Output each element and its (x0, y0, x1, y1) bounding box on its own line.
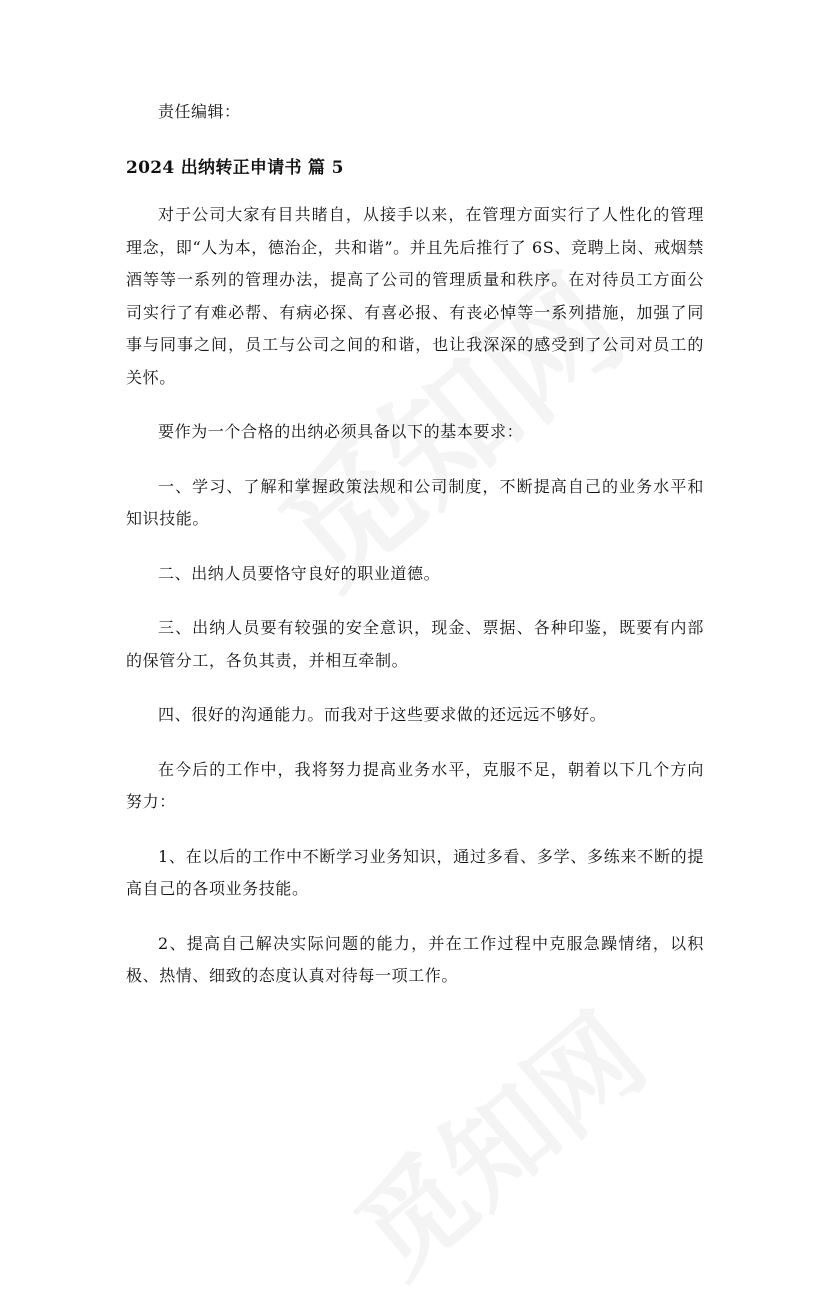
paragraph-goal-1: 1、在以后的工作中不断学习业务知识，通过多看、多学、多练来不断的提高自己的各项业务技能。 (126, 846, 704, 898)
paragraph-requirement-4: 四、很好的沟通能力。而我对于这些要求做的还远远不够好。 (158, 705, 607, 724)
paragraph-requirement-1: 一、学习、了解和掌握政策法规和公司制度，不断提高自己的业务水平和知识技能。 (126, 476, 704, 528)
paragraph-future-lead: 在今后的工作中，我将努力提高业务水平，克服不足，朝着以下几个方向努力： (126, 759, 704, 811)
paragraph-goal-2: 2、提高自己解决实际问题的能力，并在工作过程中克服急躁情绪，以积极、热情、细致的态度认真对待每一项工作。 (126, 933, 704, 985)
paragraph-requirement-3: 三、出纳人员要有较强的安全意识，现金、票据、各种印鉴，既要有内部的保管分工，各负其责，并相互牵制。 (126, 618, 704, 670)
paragraph-intro: 对于公司大家有目共睹自，从接手以来，在管理方面实行了人性化的管理理念，即“人为本，德治企，共和谐”。并且先后推行了 6S、竞聘上岗、戒烟禁酒等等一系列的管理办法，提高了公司的管理质量和秩序。在对待员工方面公司实行了有难必帮、有病必探、有喜必报、有丧必悼等一系列措施，加强了同事与同事之间，员工与公司之间的和谐，也让我深深的感受到了公司对员工的关怀。 (126, 205, 704, 387)
paragraph-requirement-2: 二、出纳人员要恪守良好的职业道德。 (158, 563, 441, 583)
editor-line: 责任编辑： (158, 102, 241, 121)
section-heading: 2024 出纳转正申请书 篇 5 (126, 158, 344, 178)
document-body (126, 97, 704, 1015)
paragraph-requirements-lead: 要作为一个合格的出纳必须具备以下的基本要求： (158, 422, 524, 441)
watermark (318, 972, 672, 1305)
